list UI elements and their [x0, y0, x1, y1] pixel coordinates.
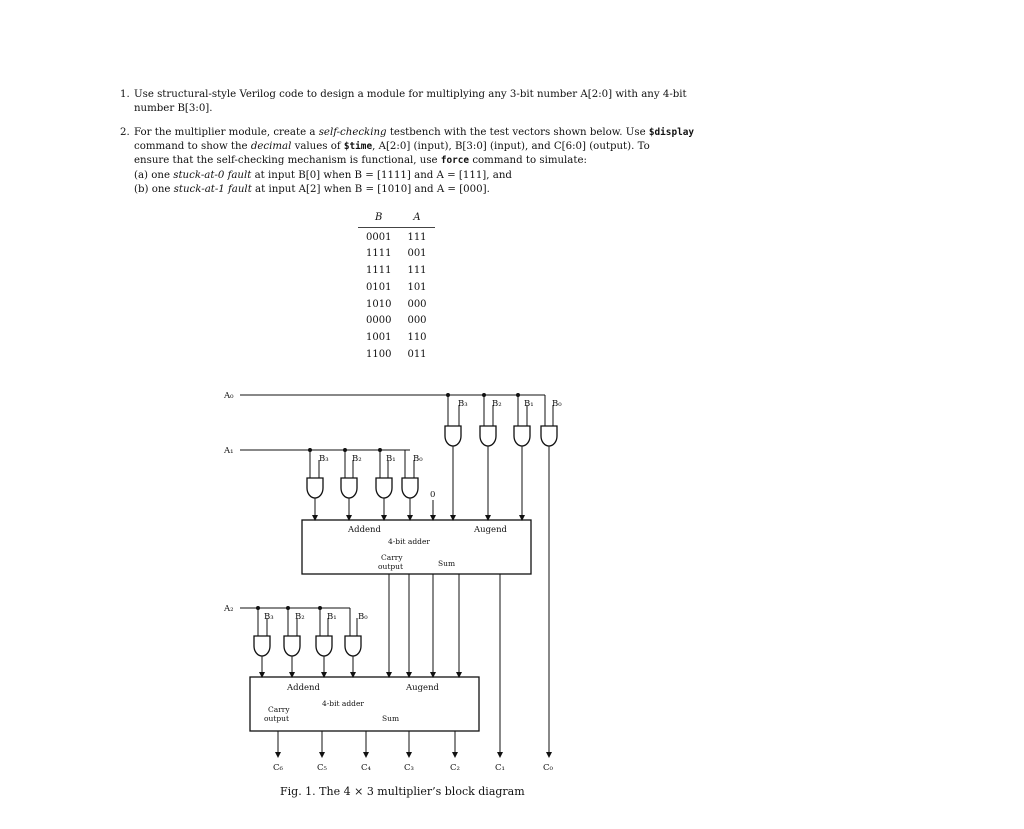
adder-2-sum-label: Sum: [382, 714, 400, 723]
text-run: For the multiplier module, create a: [134, 127, 319, 138]
b-label: B₃: [319, 454, 329, 464]
adder-2-addend-label: Addend: [287, 683, 320, 693]
code-display: $display: [648, 127, 695, 138]
output-c5-label: C₅: [317, 763, 327, 773]
question-1-number: 1.: [120, 89, 130, 100]
text-run: (b) one: [134, 183, 174, 195]
adder-1-name: 4-bit adder: [388, 537, 431, 546]
text-run: (a) one: [134, 169, 174, 181]
b-label: B₂: [352, 454, 362, 464]
b-label: B₃: [264, 612, 274, 622]
text-run: , A[2:0] (input), B[3:0] (input), and C[6:0] (output). To: [372, 141, 650, 153]
adder-1-addend-label: Addend: [348, 525, 381, 535]
input-a0-label: A₀: [224, 391, 234, 401]
cell-a: 101: [407, 281, 427, 293]
cell-a: 110: [407, 331, 427, 343]
output-c0-label: C₀: [543, 763, 553, 773]
b-label: B₁: [327, 612, 337, 622]
cell-b: 1111: [366, 248, 392, 260]
code-time: $time: [343, 141, 373, 153]
code-force: force: [440, 155, 470, 167]
input-a1-label: A₁: [224, 446, 234, 456]
cell-a: 011: [407, 348, 427, 360]
text-run: testbench with the test vectors shown below. Use: [386, 127, 649, 138]
and-gates-row-0: [445, 426, 557, 446]
cell-b: 0001: [366, 231, 392, 243]
cell-b: 1100: [366, 348, 392, 360]
adder-2-carry-label-2: output: [264, 714, 290, 723]
cell-a: 000: [407, 315, 427, 327]
adder-1-sum-label: Sum: [438, 559, 456, 568]
b-label: B₂: [295, 612, 305, 622]
b-label: B₃: [458, 399, 468, 409]
cell-b: 0101: [366, 281, 392, 293]
adder-2-augend-label: Augend: [406, 683, 439, 693]
constant-zero: 0: [430, 490, 436, 500]
question-2-number: 2.: [120, 127, 130, 138]
adder-1-carry-label: Carry: [381, 553, 403, 562]
cell-b: 0000: [366, 315, 392, 327]
output-c2-label: C₂: [450, 763, 460, 773]
question-1-line-1: Use structural-style Verilog code to design a module for multiplying any 3-bit number A[2:0] with any 4-bit: [134, 89, 687, 100]
emphasis-stuck-at-0: stuck-at-0 fault: [173, 169, 252, 181]
cell-a: 111: [407, 265, 427, 277]
figure-caption: Fig. 1. The 4 × 3 multiplier’s block diagram: [280, 785, 525, 798]
and-gates-row-1: [307, 478, 418, 498]
text-run: at input A[2] when B = [1010] and A = [000].: [251, 183, 490, 195]
b-label: B₀: [413, 454, 423, 464]
output-c1-label: C₁: [495, 763, 505, 773]
cell-a: 111: [407, 231, 427, 243]
b-label: B₀: [358, 612, 368, 622]
output-c3-label: C₃: [404, 763, 414, 773]
emphasis-decimal: decimal: [250, 141, 292, 153]
text-run: command to show the: [134, 141, 251, 153]
emphasis-self-checking: self-checking: [318, 127, 387, 138]
column-header-b: B: [358, 210, 399, 227]
cell-b: 1111: [366, 265, 392, 277]
adder-2-name: 4-bit adder: [322, 699, 365, 708]
input-a2-label: A₂: [224, 604, 234, 614]
text-run: values of: [291, 141, 344, 153]
question-1-line-2: number B[3:0].: [134, 103, 213, 115]
output-c6-label: C₆: [273, 763, 283, 773]
text-run: ensure that the self-checking mechanism is functional, use: [134, 155, 441, 167]
adder-1-carry-label-2: output: [378, 562, 404, 571]
cell-a: 001: [407, 248, 427, 260]
column-header-a: A: [399, 210, 434, 227]
text-run: at input B[0] when B = [1111] and A = [111], and: [251, 169, 512, 181]
b-label: B₂: [492, 399, 502, 409]
and-gates-row-2: [254, 636, 361, 656]
cell-b: 1010: [366, 298, 392, 310]
cell-a: 000: [407, 298, 427, 310]
output-c4-label: C₄: [361, 763, 371, 773]
adder-1-augend-label: Augend: [474, 525, 507, 535]
b-label: B₁: [386, 454, 396, 464]
b-label: B₁: [524, 399, 534, 409]
emphasis-stuck-at-1: stuck-at-1 fault: [173, 183, 252, 195]
b-label: B₀: [552, 399, 562, 409]
adder-2-carry-label: Carry: [268, 705, 290, 714]
text-run: command to simulate:: [469, 155, 587, 167]
cell-b: 1001: [366, 331, 392, 343]
